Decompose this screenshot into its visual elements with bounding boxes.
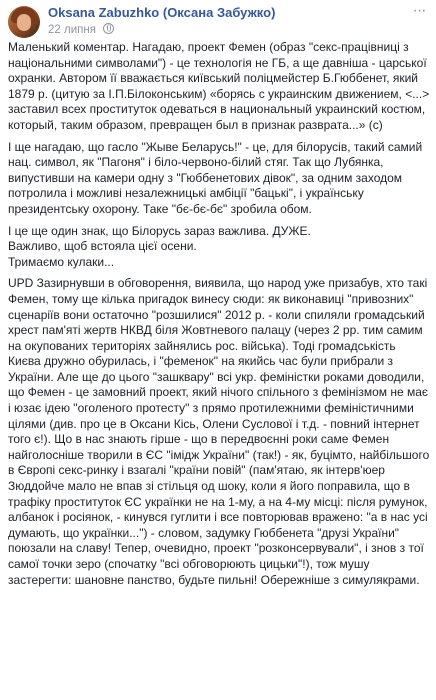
post-paragraph: І ще нагадаю, що гасло "Жыве Беларусь!" - це, для білорусів, такий самий нац. символ, як "Пагоня" і біло-червоно-білий стяг. Так що Лубянка, випустивши на камери одну з "Гюббенетових дівок", за одним заходом потролила і можливі незалежницькі амбіції "бацькі", і українську президентську охорону. Таке "бє-бє-бє" зробила обом. (8, 139, 423, 216)
post-paragraph: Тримаємо кулаки... (8, 254, 115, 269)
post-paragraph: UPD Зазирнувши в обговорення, виявила, що народ уже призабув, хто такі Фемен, тому ще кілька пригадок винесу сюди: як виконавиці "привозних" сценаріїв вони остаточно "розшилися" 2012 р. - коли спиляли громадський хрест пам'яті жертв НКВД біля Жовтневого палацу (через 2 рр. тим самим на окупованих територіях зайнялись рос. війська). Тоді громадськість Києва дружно обурилась, і "феменок" на якийсь час були прибрали з України. Але ще до цього "зашквару" всі укр. феміністки роками доводили, що Фемен - це замовний проект, який нічого спільного з фемінізмом не має і юзає ідею "оголеного протесту" з прямо протилежними феміністичними цілями (див. про це в Оксани Кісь, Олени Суслової і т.д. - повний інтернет того є!). Що в нас знають гірше - що в передвоєнні роки саме Фемен найголосніше творили в ЄС "імідж України" (так!) - як, буцімто, найбільшого в Європі секс-ринку і взагалі "країни повій" (пам'ятаю, як інтерв'юер Зюддойче мало не впав зі стільця од шоку, коли я його поправила, що в трафіку проституток ЄС українки не на 1-му, а на 4-му місці: після румунок, албанок і росіянок, - кинувся гуглити і все повторював вражено: "а в нас усі думають, що українки...") - словом, задумку Гюббенета "друзі України" поюзали на славу! Тепер, очевидно, проект "розконсервували", і знов з тої самої точки зеро (спочатку "всі обговорюють цицьки"!), тож мушу застерегти: шановне панство, будьте пильні! Обережніше з симулякрами. (8, 276, 430, 587)
post-date[interactable]: 22 липня (48, 24, 96, 36)
post-paragraph: І це ще один знак, що Білорусь зараз важлива. ДУЖЕ. (8, 223, 311, 238)
post-paragraph: Маленький коментар. Нагадаю, проект Фемен (образ "секс-працівниці з національними символами") - це технологія не ГБ, а ще давніша - царської охранки. Автором її вважається київський поліцмейстер Б.Гюббенет, який 1879 р. (цитую за І.П.Білоконським) «борясь с украинским движением, <...> заставил всех проституток одеваться в национальный украинский костюм, который, таким образом, превращен был в признак разврата...» (с) (8, 40, 430, 132)
avatar-face (17, 14, 31, 31)
post-body (8, 40, 430, 594)
globe-icon (103, 23, 114, 34)
post-paragraph: Важливо, щоб встояла цієї осени. (8, 239, 197, 254)
more-options-button[interactable]: ··· (412, 2, 426, 19)
post-meta (48, 23, 114, 36)
avatar[interactable] (8, 6, 40, 38)
post-header (8, 2, 428, 38)
author-name[interactable]: Oksana Zabuzhko (Оксана Забужко) (48, 5, 276, 20)
